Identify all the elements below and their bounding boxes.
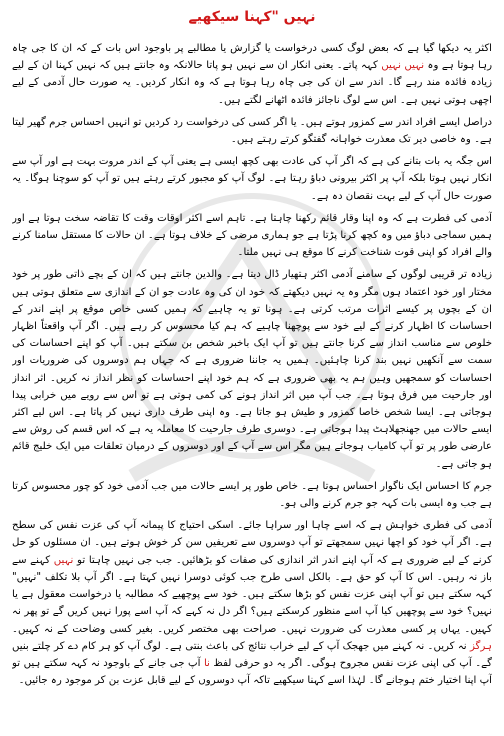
paragraph	[12, 153, 492, 205]
paragraph	[12, 266, 492, 472]
paragraph	[12, 210, 492, 262]
highlighted-text: نہیں نہیں	[381, 60, 425, 72]
paragraph-text: کہنے سے باز نہ رہیں۔ اس کا آپ کو حق ہے۔ بالکل اسی طرح جب کوئی دوسرا نہیں کہتا ہے۔ اگر آپ بلا تکلف "نہیں" کہہ سکتے ہیں تو آپ اپنی عزت نفس کو بڑھا سکتے ہیں۔ خود سے پوچھیے کہ مطالبہ یا درخواست معقول ہے یا نہیں؟ خود سے پوچھیں کیا آپ اسے منظور کرسکتے ہیں؟ اگر دل نہ کہے کہ آپ اسے پورا نہیں کریں گے تو پھر نہ کہیں۔ یہاں پر کسی معذرت کی ضرورت نہیں۔ صراحت بھی مختصر کریں۔ بغیر کسی وضاحت کے نہ کہیں۔	[12, 554, 492, 635]
article-page	[12, 6, 492, 732]
article-body	[12, 40, 492, 689]
paragraph-text: آپ جی جانے کے باوجود نہ کہہ سکتے ہیں تو آپ اپنا اختیار ختم ہوجانے گا۔ لہٰذا اسے کہنا سیکھیے تاکہ آپ دوسروں کے لیے قابل عزت بن کر موجود رہ جائیں۔	[12, 657, 492, 687]
paragraph	[12, 478, 492, 512]
paragraph-text: نہ کریں۔ نہ کہنے میں جھجک آپ کے لیے خراب نتائج کی باعث بنتی ہے۔ لوگ آپ کو ہر کام دے کر چلتے بنیں گے۔ آپ کی اپنی عزت نفس مجروح ہوگی۔ اگر یہ دو حرفی لفظ	[12, 640, 492, 669]
paragraph-text: جرم کا احساس ایک ناگوار احساس ہوتا ہے۔ خاص طور پر ایسے حالات میں جب آدمی خود کو چور محسوس کرتا ہے جب وہ ایسی بات کہہ جو جرم کرنے والی ہو۔	[12, 480, 492, 510]
paragraph-text: دراصل ایسے افراد اندر سے کمزور ہوتے ہیں۔ یا اگر کسی کی درخواست رد کردیں تو انہیں احساس جرم گھیر لیتا ہے۔ وہ خاصی دیر تک معذرت خواہانہ گفتگو کرتے رہتے ہیں۔	[12, 116, 492, 146]
paragraph-text: کہہ پاتے۔ یعنی انکار ان سے نہیں ہو پاتا حالانکہ وہ جانتے ہیں کہ نہیں کہنا ان کے لیے زیادہ فائدہ مند رہے گا۔ اندر سے ان کی جی چاہ رہا ہوتا ہے کہ وہ انکار کردیں۔ یہ صورت حال آدمی کے لیے اچھی ہوتی نہیں ہے۔ اس سے لوگ ناجائز فائدہ اٹھانے لگتے ہیں۔	[12, 60, 492, 106]
highlighted-text: نہیں	[53, 554, 74, 566]
paragraph	[12, 517, 492, 689]
paragraph-text: اکثر یہ دیکھا گیا ہے کہ بعض لوگ کسی درخواست یا گزارش یا مطالبے پر باوجود اس بات کے کہ ان کا جی چاہ رہا ہوتا ہے وہ	[12, 43, 492, 72]
article-title: نہیں "کہنا سیکھیے	[188, 9, 316, 25]
paragraph-text: آدمی کی فطرت ہے کہ وہ اپنا وقار قائم رکھنا چاہتا ہے۔ تاہم اسے اکثر اوقات وقت کا تقاضہ سخت ہوتا ہے اور ہمیں سماجی دباؤ میں وہ کچھ کرنا پڑتا ہے جو ہماری مرضی کے خلاف ہوتا ہے۔ ان حالات کا مستقل سامنا کرنے والے افراد کو اپنی قوت شناخت کرنے کا موقع ہی نہیں ملتا۔	[12, 212, 492, 259]
highlighted-text: نا	[203, 657, 210, 669]
paragraph	[12, 114, 492, 148]
paragraph-text: زیادہ تر قریبی لوگوں کے سامنے آدمی اکثر ہتھیار ڈال دیتا ہے۔ والدین جانتے ہیں کہ ان کے بچے ذاتی طور پر خود مختار اور خود اعتماد ہوں مگر وہ یہ نہیں دیکھتے کہ خود ان کی وہ عادت جو ان کے اندازی سے متعلق ہوتی ہیں ان کے بچوں پر کیسے اثرات مرتب کرتی ہے۔ ہونا تو یہ چاہیے کہ ہمیں کسی خاص موقع پر اپنے اندر کے احساسات کا اظہار کرنے کے لیے خود سے پوچھنا چاہیے کہ ہم کیا محسوس کر رہے ہیں۔ اگر آپ واقعتاً اظہار خلوص سے مناسب انداز سے کرنا جانتے ہیں تو آپ ایک باخبر شخص بن سکتے ہیں۔ آپ کو اپنے احساسات کی سمت سے آنکھیں نہیں بند کرنا چاہئیں۔ ہمیں یہ جاننا ضروری ہے کہ جہاں ہم دوسروں کی ضروریات اور احساسات کو سمجھیں وہیں ہم یہ بھی ضروری ہے کہ ہم خود اپنے احساسات کو نظر انداز نہ کریں۔ اثر انداز اور جارحیت میں فرق ہوتا ہے۔ جب آپ میں اثر انداز ہونے کی کمی ہوتی ہے تو اس سے رویے میں خرابی پیدا ہوجاتی ہے۔ ایسا شخص خاصا کمزور و طیش ہو جاتا ہے۔ وہ اپنی طرف داری نہیں کر پاتا ہے۔ اس لیے اکثر ایسے حالات میں جھنجھلاہٹ پیدا ہوجاتی ہے۔ دوسری طرف جارحیت کا معاملہ یہ ہے کہ اس قسم کی روش سے عارضی طور پر تو آپ کامیاب ہوجاتے ہیں مگر اس سے آپ کے اور دوسروں کے درمیان تعلقات میں ایک خلیج قائم ہو جاتی ہے۔	[12, 269, 492, 470]
highlighted-text: ہرگز	[469, 640, 492, 652]
paragraph-text: آدمی کی فطری خواہش ہے کہ اسے چاہا اور سراہا جائے۔ اسکی احتیاج کا پیمانہ آپ کی عزت نفس کی سطح ہے۔ اگر آپ خود کو اچھا نہیں سمجھتے تو آپ دوسروں سے تعریفیں سن کر خوش ہوتے ہیں۔ ان مسئلوں کو حل کرنے کے لیے ضروری ہے کہ آپ اپنے اندر اثر اندازی کی صفات کو بڑھائیں۔ جب جی نہیں چاہتا تو	[12, 520, 492, 566]
paragraph	[12, 40, 492, 109]
paragraph-text: اس جگہ یہ بات بتانے کی ہے کہ اگر آپ کی عادت بھی کچھ ایسی ہے یعنی آپ کے اندر مروت بہت ہے اور آپ سے انکار نہیں ہوتا بلکہ آپ پر اکثر بیرونی دباؤ رہتا ہے۔ لوگ آپ کو مجبور کرتے رہتے ہیں تو آپ کو سوچنا ہوگا۔ یہ صورت حال آپ کے لیے بہت نقصان دہ ہے۔	[12, 156, 492, 202]
